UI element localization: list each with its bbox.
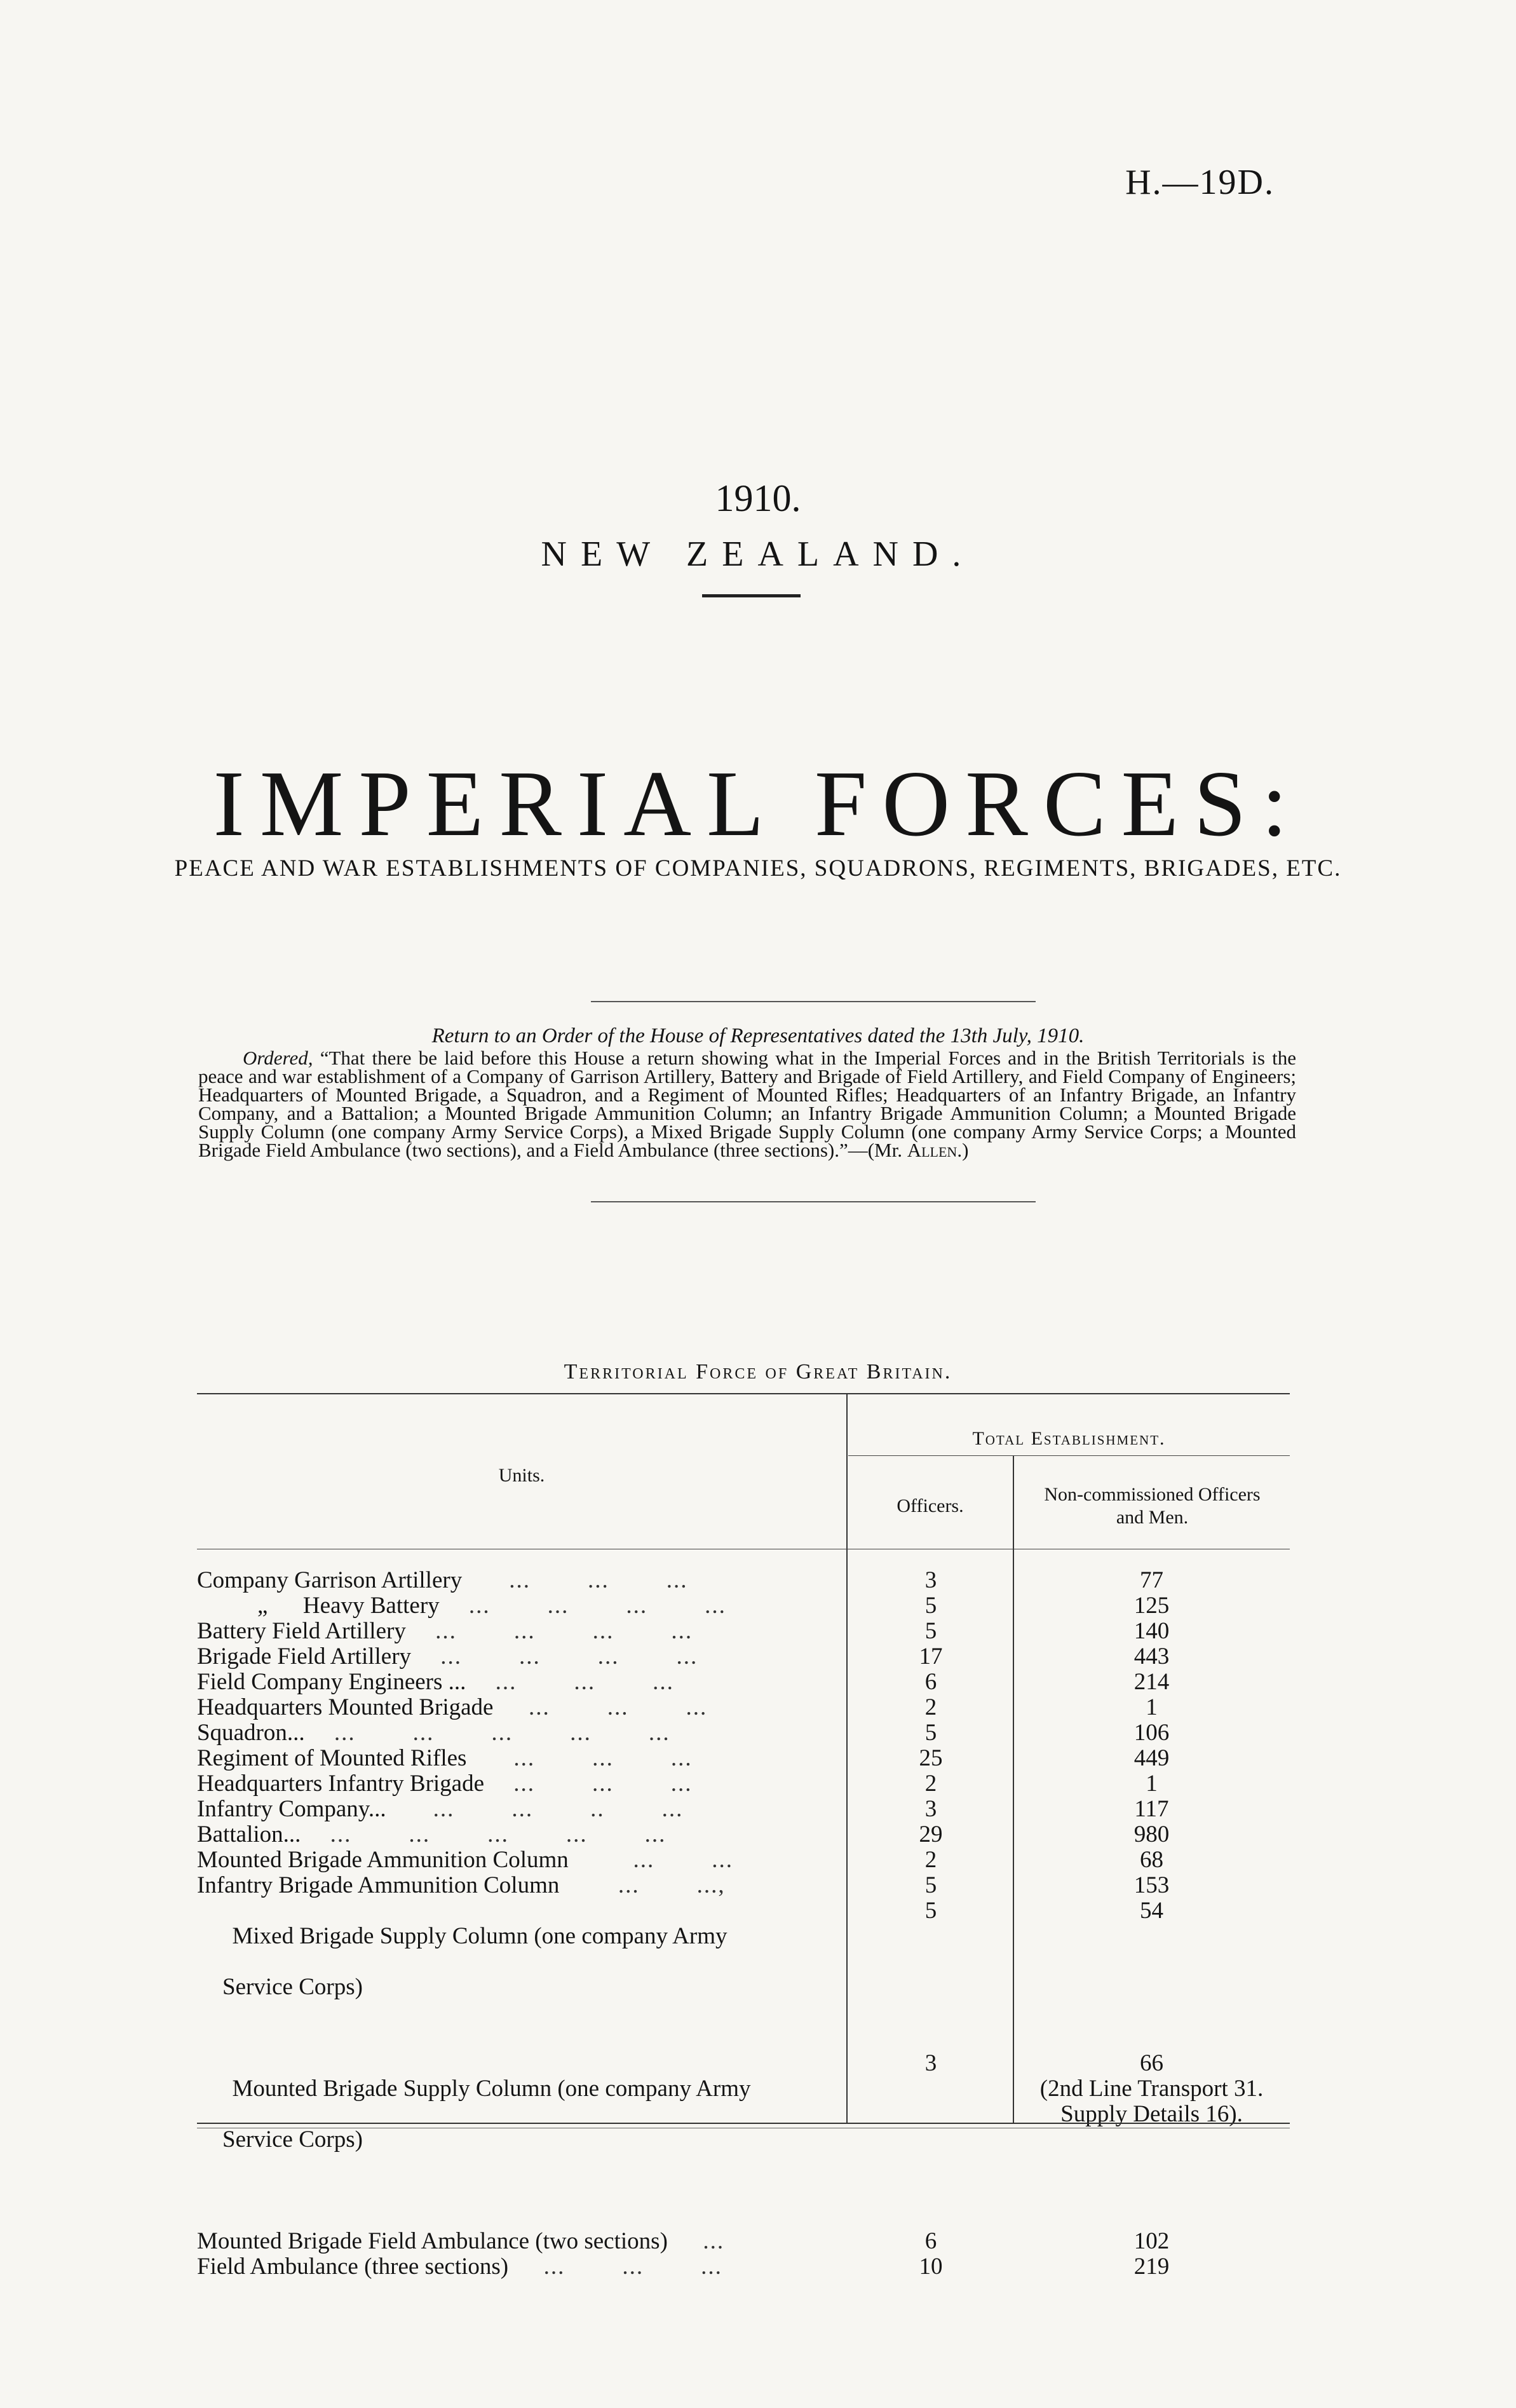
row-men: 54 <box>1140 1898 1163 1924</box>
row-men-note-line1: (2nd Line Transport 31. <box>1039 2076 1264 2102</box>
table-row <box>197 1568 1290 1593</box>
header-officers: Officers. <box>897 1495 964 1516</box>
row-unit: Field Ambulance (three sections) <box>197 2254 509 2280</box>
row-men: 117 <box>1134 1796 1169 1822</box>
row-officers: 5 <box>924 1720 937 1746</box>
row-officers: 5 <box>924 1593 937 1619</box>
row-officers: 6 <box>924 2228 937 2254</box>
row-leader: ... ... ... ... ... <box>330 1821 667 1847</box>
header-men-line1: Non-commissioned Officers <box>1044 1484 1261 1505</box>
row-men: 140 <box>1134 1618 1170 1644</box>
row-unit: Brigade Field Artillery <box>197 1643 412 1670</box>
row-men: 125 <box>1134 1593 1170 1619</box>
row-unit: Mounted Brigade Supply Column (one company Army <box>232 2076 751 2102</box>
row-unit: Headquarters Mounted Brigade <box>197 1694 494 1720</box>
row-men: 106 <box>1134 1720 1170 1746</box>
row-unit: Battalion... <box>197 1821 301 1847</box>
table-row <box>197 1822 1290 1847</box>
table-caption: Territorial Force of Great Britain. <box>564 1360 952 1384</box>
row-unit-continued: Service Corps) <box>222 1974 363 2000</box>
row-officers: 5 <box>924 1898 937 1924</box>
order-bottom-rule <box>591 1201 1036 1202</box>
page-title: IMPERIAL FORCES: <box>213 752 1303 856</box>
row-officers: 6 <box>924 1669 937 1695</box>
table-row <box>197 1746 1290 1771</box>
row-officers: 29 <box>919 1821 943 1847</box>
row-unit: Mounted Brigade Ammunition Column <box>197 1847 569 1873</box>
header-men-line2: and Men. <box>1116 1507 1189 1528</box>
row-leader: ... ... ... <box>543 2254 722 2280</box>
row-unit-continued: Service Corps) <box>222 2126 363 2153</box>
row-unit: „ Heavy Battery <box>257 1593 440 1619</box>
row-leader: ... ... ... <box>513 1745 693 1771</box>
table-row <box>197 1695 1290 1720</box>
row-officers: 3 <box>924 2050 937 2076</box>
table-row <box>197 1797 1290 1822</box>
row-leader: ... ... ... ... ... <box>334 1720 670 1746</box>
row-officers: 2 <box>924 1847 937 1873</box>
row-unit: Field Company Engineers ... <box>197 1669 466 1695</box>
table-body <box>197 1568 1290 2280</box>
row-leader: ... ... ... <box>513 1771 693 1797</box>
order-body-text: “That there be laid before this House a return showing what in the Imperial Forces and in the British Territorials is the peace and war establishment of a Company of Garrison Artillery, Battery and Brigade of Field Artillery, and Field Company of Engineers; Headquarters of Mounted Brigade, a Squadron, and a Regiment of Mounted Rifles; Headquarters of an Infantry Brigade, an Infantry Company, and a Battalion; a Mounted Brigade Ammunition Column; an Infantry Brigade Ammunition Column; a Mounted Brigade Supply Column (one company Army Service Corps), a Mixed Brigade Supply Column (one company Army Service Corps; a Mounted Brigade Field Ambulance (two sections), and a Field Ambulance (three sections).”—(Mr. <box>198 1047 1297 1161</box>
order-closing: .) <box>957 1139 969 1161</box>
table-row <box>197 2254 1290 2280</box>
table-top-rule <box>197 1393 1290 1394</box>
row-men: 68 <box>1140 1847 1163 1873</box>
row-men: 980 <box>1134 1821 1170 1847</box>
header-total-establishment: Total Establishment. <box>972 1428 1166 1449</box>
page-subtitle: PEACE AND WAR ESTABLISHMENTS OF COMPANIES, SQUADRONS, REGIMENTS, BRIGADES, ETC. <box>174 855 1342 881</box>
document-year: 1910. <box>715 477 801 519</box>
ordered-label: Ordered, <box>243 1047 313 1069</box>
row-unit: Mixed Brigade Supply Column (one company Army <box>232 1923 728 1949</box>
header-divider <box>702 594 801 597</box>
order-text <box>198 1049 1296 1159</box>
row-unit: Infantry Company... <box>197 1796 386 1822</box>
table-row <box>197 2051 1290 2203</box>
order-top-rule <box>591 1001 1036 1002</box>
row-unit: Battery Field Artillery <box>197 1618 406 1644</box>
row-officers: 10 <box>919 2254 943 2280</box>
row-men: 66 <box>1140 2050 1163 2076</box>
row-officers: 3 <box>924 1796 937 1822</box>
row-unit: Headquarters Infantry Brigade <box>197 1771 485 1797</box>
row-men: 214 <box>1134 1669 1170 1695</box>
row-leader: ... ..., <box>618 1872 726 1898</box>
table-row <box>197 1873 1290 1898</box>
table-row <box>197 1619 1290 1644</box>
row-men: 1 <box>1146 1771 1158 1797</box>
row-men: 153 <box>1134 1872 1170 1898</box>
row-leader: ... ... <box>633 1847 734 1873</box>
row-officers: 5 <box>924 1618 937 1644</box>
document-reference: H.—19D. <box>1125 163 1275 202</box>
row-leader: ... ... ... <box>509 1567 688 1593</box>
row-unit: Mounted Brigade Field Ambulance (two sections) <box>197 2228 668 2254</box>
row-men: 443 <box>1134 1643 1170 1670</box>
document-country: NEW ZEALAND. <box>541 534 975 574</box>
row-leader: ... <box>703 2228 725 2254</box>
row-leader: ... ... ... <box>528 1694 708 1720</box>
table-row <box>197 1720 1290 1746</box>
header-men <box>1015 1483 1290 1529</box>
header-subrule <box>848 1455 1290 1456</box>
row-officers: 3 <box>924 1567 937 1593</box>
table-row <box>197 1847 1290 1873</box>
row-unit: Company Garrison Artillery <box>197 1567 463 1593</box>
row-men: 219 <box>1134 2254 1170 2280</box>
table-row <box>197 2229 1290 2254</box>
row-leader: ... ... ... ... <box>468 1593 726 1619</box>
row-officers: 17 <box>919 1643 943 1670</box>
row-men: 77 <box>1140 1567 1163 1593</box>
table-row <box>197 1670 1290 1695</box>
row-officers: 2 <box>924 1771 937 1797</box>
row-leader: ... ... ... ... <box>440 1643 698 1670</box>
row-men-note-line2: Supply Details 16). <box>1060 2101 1243 2127</box>
row-officers: 5 <box>924 1872 937 1898</box>
table-row <box>197 1644 1290 1670</box>
row-officers: 25 <box>919 1745 943 1771</box>
row-men: 1 <box>1146 1694 1158 1720</box>
row-men: 449 <box>1134 1745 1170 1771</box>
row-unit: Regiment of Mounted Rifles <box>197 1745 467 1771</box>
header-units: Units. <box>498 1465 545 1486</box>
table-row <box>197 1771 1290 1797</box>
row-leader: ... ... ... ... <box>435 1618 693 1644</box>
row-unit: Squadron... <box>197 1720 305 1746</box>
table-row <box>197 1898 1290 2051</box>
row-men: 102 <box>1134 2228 1170 2254</box>
table-row <box>197 1593 1290 1619</box>
row-unit: Infantry Brigade Ammunition Column <box>197 1872 560 1898</box>
order-mover: Allen <box>907 1139 958 1161</box>
row-officers: 2 <box>924 1694 937 1720</box>
table-bottom-rule <box>197 2123 1290 2124</box>
order-heading: Return to an Order of the House of Representatives dated the 13th July, 1910. <box>431 1024 1085 1047</box>
row-leader: ... ... ... <box>495 1669 674 1695</box>
row-leader: ... ... .. ... <box>433 1796 684 1822</box>
